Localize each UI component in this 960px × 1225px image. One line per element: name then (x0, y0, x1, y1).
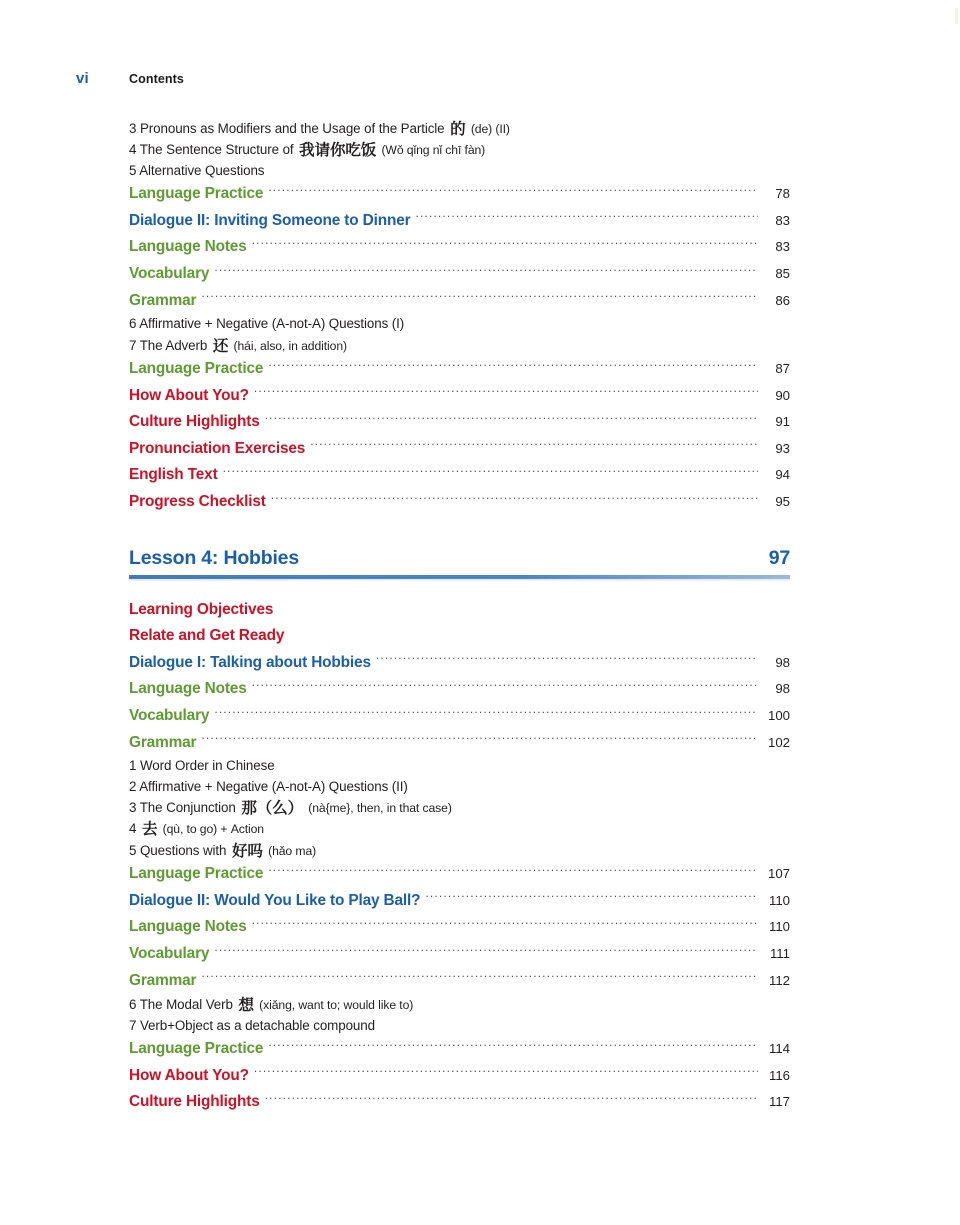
entry-label: Grammar (129, 971, 197, 989)
dot-leader (268, 358, 758, 373)
entry-label: Dialogue II: Would You Like to Play Ball? (129, 891, 421, 909)
entry-english-text[interactable] (129, 462, 790, 489)
chinese-characters: 我请你吃饭 (299, 141, 377, 160)
entry-label: How About You? (129, 386, 249, 404)
entry-text: 7 The Adverb (129, 337, 211, 353)
entry-page-number: 98 (775, 654, 790, 670)
lesson-heading-block[interactable] (129, 547, 790, 581)
entry-page-number: 91 (775, 414, 790, 430)
entry-language-notes[interactable] (129, 234, 790, 261)
entry-label: Dialogue I: Talking about Hobbies (129, 653, 371, 671)
dot-leader (265, 1091, 758, 1106)
entry-label: Culture Highlights (129, 413, 260, 431)
dot-leader (214, 705, 758, 720)
dot-leader (254, 384, 758, 399)
entry-text: (qù, to go) + Action (159, 822, 264, 837)
entry-page-number: 102 (767, 734, 790, 750)
entry-label: Vocabulary (129, 944, 210, 962)
grammar-item-l4-3 (129, 797, 790, 818)
entry-text: 5 Alternative Questions (129, 162, 265, 178)
dot-leader (201, 969, 758, 984)
grammar-item-7 (129, 335, 790, 356)
entry-language-practice-2[interactable] (129, 356, 790, 383)
page-folio: vi (76, 70, 89, 87)
entry-page-number: 111 (769, 945, 790, 961)
entry-page-number: 110 (768, 892, 790, 908)
entry-language-notes-l4-2[interactable] (129, 914, 790, 941)
entry-text: 1 Word Order in Chinese (129, 758, 275, 774)
dot-leader (214, 943, 758, 958)
entry-label: Grammar (129, 291, 197, 309)
grammar-item-l4-1 (129, 756, 790, 776)
entry-vocabulary[interactable] (129, 261, 790, 288)
entry-text: 6 Affirmative + Negative (A-not-A) Questions (I) (129, 316, 405, 332)
entry-label: Learning Objectives (129, 600, 274, 618)
entry-text: 7 Verb+Object as a detachable compound (129, 1017, 375, 1033)
running-head (0, 70, 960, 92)
toc-section-lesson4 (129, 597, 790, 1116)
scan-edge-artifact (955, 8, 958, 24)
entry-label: Vocabulary (129, 265, 210, 282)
entry-dialogue-1[interactable] (129, 650, 790, 677)
entry-label: Language Practice (129, 1039, 264, 1057)
dot-leader (252, 236, 758, 251)
entry-page-number: 94 (775, 467, 790, 483)
entry-page-number: 112 (768, 972, 790, 988)
entry-page-number: 116 (768, 1067, 790, 1083)
entry-vocabulary-l4-2[interactable] (129, 941, 790, 968)
entry-text: (hái, also, in addition) (230, 338, 347, 353)
dot-leader (252, 678, 758, 693)
entry-page-number: 78 (775, 186, 790, 202)
entry-text: 4 The Sentence Structure of (129, 142, 298, 158)
entry-text: (Wǒ qǐng nǐ chī fàn) (378, 143, 486, 158)
entry-page-number: 95 (775, 493, 790, 509)
dot-leader (415, 209, 758, 224)
entry-label: Culture Highlights (129, 1093, 260, 1111)
grammar-item-l4-6 (129, 994, 790, 1015)
entry-page-number: 93 (775, 440, 790, 456)
entry-text: (hǎo ma) (264, 843, 317, 858)
entry-label: Language Notes (129, 680, 247, 698)
entry-page-number: 85 (775, 266, 790, 281)
dot-leader (289, 625, 758, 640)
entry-page-number: 90 (775, 387, 790, 403)
lesson-rule (129, 575, 790, 579)
dot-leader (376, 651, 758, 666)
entry-page-number: 86 (775, 292, 790, 308)
entry-culture-highlights[interactable] (129, 409, 790, 436)
dot-leader (223, 464, 758, 479)
entry-text: 3 Pronouns as Modifiers and the Usage of the Particle (129, 121, 449, 136)
dot-leader (268, 863, 758, 878)
dot-leader (310, 437, 758, 452)
entry-page-number: 83 (775, 239, 790, 255)
grammar-item-l4-5 (129, 840, 790, 861)
running-head-title: Contents (129, 72, 184, 86)
entry-text: (de) (II) (467, 122, 510, 136)
entry-language-practice[interactable] (129, 181, 790, 208)
entry-language-practice-l4-2[interactable] (129, 1036, 790, 1063)
entry-page-number: 87 (775, 361, 790, 376)
entry-how-about-you-l4[interactable] (129, 1063, 790, 1090)
entry-culture-highlights-l4[interactable] (129, 1089, 790, 1116)
dot-leader (268, 183, 758, 198)
entry-learning-objectives[interactable] (129, 597, 790, 624)
entry-label: Language Practice (129, 185, 264, 203)
entry-how-about-you[interactable] (129, 383, 790, 410)
entry-page-number: 114 (768, 1040, 790, 1056)
chinese-characters: 的 (450, 120, 466, 138)
entry-vocabulary-l4[interactable] (129, 703, 790, 730)
dot-leader (268, 1038, 758, 1053)
toc-section-lesson3-continued (129, 118, 790, 516)
entry-label: Language Practice (129, 865, 264, 883)
grammar-item-l4-4 (129, 818, 790, 839)
entry-page-number: 117 (768, 1094, 790, 1110)
dot-leader (271, 491, 758, 506)
entry-label: Progress Checklist (129, 492, 266, 510)
chinese-characters: 还 (212, 336, 229, 355)
entry-grammar[interactable] (129, 288, 790, 315)
entry-label: English Text (129, 466, 218, 484)
grammar-item-5 (129, 161, 790, 181)
entry-label: Vocabulary (129, 706, 210, 724)
entry-text: (nà{me}, then, in that case) (304, 800, 452, 815)
dot-leader (252, 916, 758, 931)
chinese-characters: 去 (141, 820, 158, 839)
grammar-item-l4-7 (129, 1016, 790, 1036)
table-of-contents (129, 118, 790, 1116)
entry-dialogue-2-l4[interactable] (129, 888, 790, 915)
entry-page-number: 98 (775, 681, 790, 697)
entry-grammar-l4[interactable] (129, 730, 790, 757)
entry-label: Relate and Get Ready (129, 627, 285, 645)
entry-label: Language Notes (129, 918, 247, 936)
entry-label: Language Notes (129, 238, 247, 256)
dot-leader (201, 731, 758, 746)
chinese-characters: 那（么） (241, 798, 303, 817)
entry-text: 4 (129, 821, 140, 837)
entry-pronunciation-exercises[interactable] (129, 436, 790, 463)
lesson-page-number: 97 (768, 546, 790, 569)
entry-page-number: 83 (775, 212, 790, 228)
entry-page-number: 100 (767, 707, 790, 723)
lesson-title: Lesson 4: Hobbies (129, 546, 299, 569)
entry-language-notes-l4[interactable] (129, 676, 790, 703)
dot-leader (214, 263, 758, 278)
dot-leader (265, 411, 758, 426)
grammar-item-4 (129, 139, 790, 160)
entry-text: (xiǎng, want to; would like to) (255, 998, 414, 1013)
entry-label: Dialogue II: Inviting Someone to Dinner (129, 211, 411, 229)
dot-leader (425, 889, 758, 904)
dot-leader (254, 1064, 758, 1079)
entry-page-number: 110 (768, 919, 790, 935)
entry-label: How About You? (129, 1066, 249, 1084)
entry-relate-and-get-ready[interactable] (129, 623, 790, 650)
lesson-rule-shadow (129, 579, 790, 581)
entry-text: 3 The Conjunction (129, 799, 240, 815)
entry-text: 2 Affirmative + Negative (A-not-A) Questions (II) (129, 778, 408, 794)
chinese-characters: 想 (238, 996, 254, 1015)
entry-label: Grammar (129, 733, 197, 751)
entry-label: Language Practice (129, 360, 264, 377)
grammar-item-6 (129, 314, 790, 334)
entry-dialogue-2[interactable] (129, 208, 790, 235)
entry-text: 5 Questions with (129, 842, 231, 858)
entry-page-number: 107 (767, 866, 790, 882)
entry-language-practice-l4[interactable] (129, 861, 790, 888)
grammar-item-l4-2 (129, 777, 790, 797)
chinese-characters: 好吗 (232, 841, 263, 860)
dot-leader (278, 598, 758, 613)
entry-text: 6 The Modal Verb (129, 997, 237, 1013)
entry-label: Pronunciation Exercises (129, 439, 306, 457)
grammar-item-3 (129, 118, 790, 139)
entry-progress-checklist[interactable] (129, 489, 790, 516)
entry-grammar-l4-2[interactable] (129, 968, 790, 995)
dot-leader (201, 289, 758, 304)
